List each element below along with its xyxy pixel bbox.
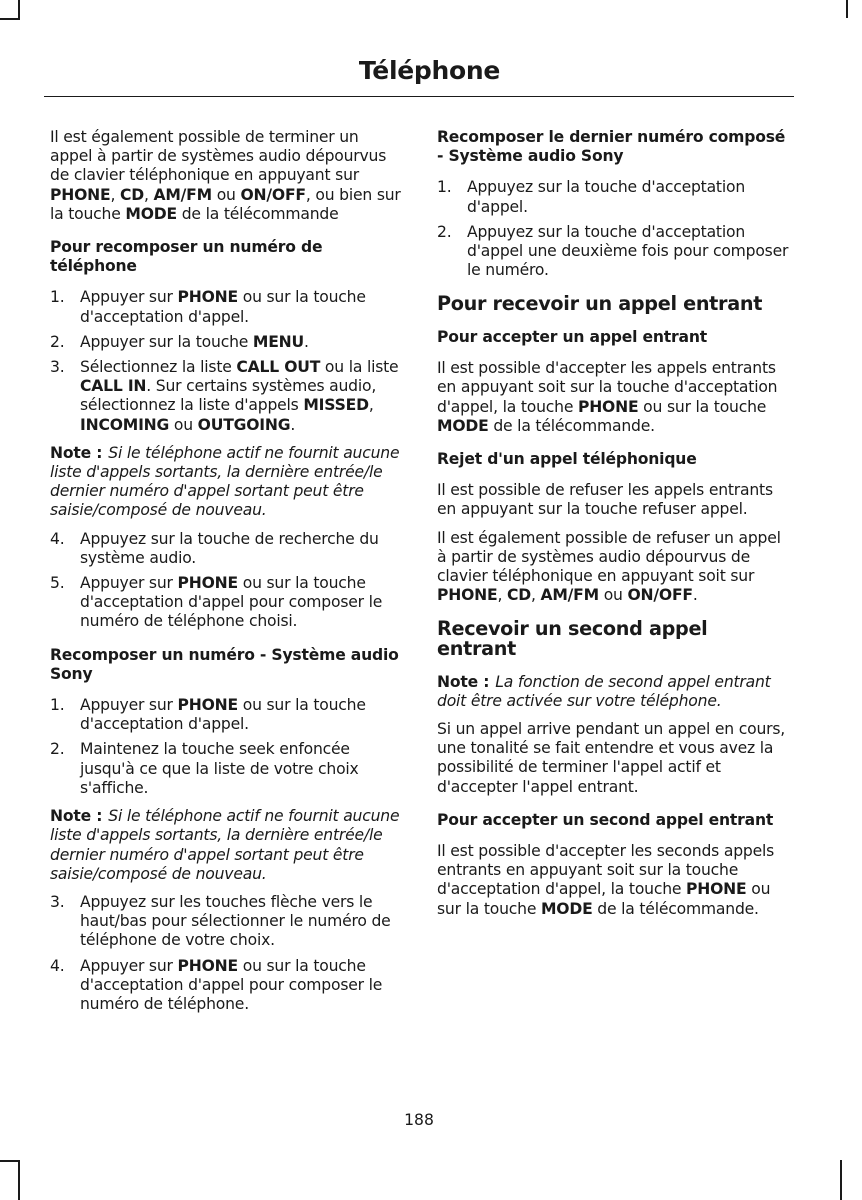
text-run: ,	[530, 586, 541, 605]
text-run: Il est possible de refuser les appels entrants en appuyant sur la touche refuser appel.	[437, 481, 773, 519]
step-number: 3.	[50, 892, 65, 911]
text-run: Appuyer sur	[80, 288, 178, 307]
list-item	[50, 696, 402, 734]
key-label: ON/OFF	[627, 586, 693, 605]
list-item	[50, 893, 402, 951]
step-number: 2.	[437, 222, 452, 241]
text-run: ou sur la touche	[437, 880, 771, 918]
note-text: La fonction de second appel entrant doit être activée sur votre téléphone.	[437, 672, 771, 710]
sony-steps-continued	[50, 893, 402, 1014]
step-number: 2.	[50, 740, 65, 759]
key-label: PHONE	[177, 696, 238, 715]
text-run: Appuyez sur la touche de recherche du système audio.	[80, 529, 379, 567]
key-label: MODE	[125, 204, 177, 223]
text-run: Si un appel arrive pendant un appel en cours, une tonalité se fait entendre et vous avez la possibilité de terminer l'appel actif et d'accepter l'appel entrant.	[437, 720, 786, 796]
key-label: AM/FM	[540, 586, 599, 605]
heading-receive-call: Pour recevoir un appel entrant	[437, 292, 763, 316]
redial-steps	[50, 288, 402, 434]
text-run: Appuyez sur la touche d'acceptation d'appel.	[467, 178, 745, 216]
text-run: ,	[368, 396, 374, 415]
text-run: de la télécommande.	[488, 416, 655, 435]
list-item	[50, 333, 402, 352]
list-item	[50, 288, 402, 326]
text-run: . Sur certains systèmes audio, sélectionnez la liste d'appels	[80, 377, 377, 415]
text-run: , ou bien sur la touche	[50, 185, 401, 223]
text-run: Il est possible d'accepter les seconds appels entrants en appuyant soit sur la touche d'acceptation d'appel, la touche	[437, 842, 775, 899]
note-3	[437, 673, 789, 711]
step-number: 2.	[50, 332, 65, 351]
page-title: Téléphone	[358, 56, 500, 85]
heading-accept-call: Pour accepter un appel entrant	[437, 328, 707, 347]
text-run: Sélectionnez la liste	[80, 358, 237, 377]
last-number-steps	[437, 178, 789, 280]
key-label: PHONE	[577, 397, 639, 416]
crop-mark-top-left	[18, 0, 20, 18]
heading-redial: Pour recomposer un numéro de téléphone	[50, 238, 323, 276]
text-run: Il est également possible de terminer un appel à partir de systèmes audio dépourvus de clavier téléphonique en appuyant sur	[50, 128, 387, 185]
list-item	[50, 358, 402, 435]
text-run: ,	[110, 185, 120, 204]
text-run: Appuyez sur les touches flèche vers le haut/bas pour sélectionner le numéro de téléphone de votre choix.	[80, 892, 391, 950]
step-number: 5.	[50, 574, 65, 593]
key-label: MODE	[540, 899, 593, 918]
text-run: Il est également possible de refuser un appel à partir de systèmes audio dépourvus de clavier téléphonique en appuyant soit sur	[437, 528, 781, 586]
text-run: .	[692, 586, 698, 605]
text-run: ,	[143, 185, 154, 204]
text-run: .	[290, 415, 296, 434]
key-label: AM/FM	[153, 185, 212, 204]
step-number: 1.	[437, 178, 452, 197]
heading-accept-second-call: Pour accepter un second appel entrant	[437, 810, 774, 829]
reject-paragraph-2	[437, 529, 789, 606]
text-run: Maintenez la touche seek enfoncée jusqu'à ce que la liste de votre choix s'affiche.	[80, 740, 359, 797]
note-text: Si le téléphone actif ne fournit aucune liste d'appels sortants, la dernière entrée/le dernier numéro d'appel sortant peut être saisie/composé de nouveau.	[50, 807, 400, 883]
key-label: INCOMING	[80, 415, 170, 434]
heading-sony-redial: Recomposer un numéro - Système audio Sony	[50, 645, 399, 683]
heading-reject-call: Rejet d'un appel téléphonique	[437, 450, 697, 469]
text-run: .	[304, 332, 309, 351]
list-item	[50, 530, 402, 568]
note-text: Si le téléphone actif ne fournit aucune liste d'appels sortants, la dernière entrée/le dernier numéro d'appel sortant peut être saisie/composé de nouveau.	[50, 443, 400, 520]
text-run: Appuyer sur	[80, 574, 178, 593]
text-run: ou	[211, 185, 241, 204]
step-number: 1.	[50, 288, 65, 307]
key-label: CD	[506, 586, 531, 605]
key-label: CALL OUT	[236, 358, 321, 377]
text-run: de la télécommande.	[592, 899, 759, 918]
list-item	[437, 178, 789, 216]
text-run: Appuyer sur	[80, 956, 178, 975]
accept-paragraph	[437, 359, 789, 436]
step-number: 3.	[50, 358, 65, 377]
text-run: de la télécommande	[176, 204, 339, 223]
list-item	[50, 740, 402, 798]
reject-paragraph-1	[437, 481, 789, 519]
step-number: 4.	[50, 956, 65, 975]
heading-second-call: Recevoir un second appel entrant	[437, 617, 708, 661]
key-label: MODE	[437, 416, 489, 435]
sony-steps	[50, 696, 402, 798]
text-run: ou	[598, 586, 628, 605]
text-run: Il est possible d'accepter les appels entrants en appuyant soit sur la touche d'acceptation d'appel, la touche	[437, 359, 778, 416]
crop-mark-top-right	[846, 0, 848, 18]
text-run: ou sur la touche	[638, 397, 767, 416]
key-label: OUTGOING	[197, 415, 291, 434]
key-label: PHONE	[177, 288, 238, 307]
note-label: Note :	[50, 443, 103, 462]
note-label: Note :	[437, 672, 490, 691]
header-rule	[44, 96, 794, 97]
text-run: ,	[497, 586, 507, 605]
text-run: ou la liste	[320, 358, 399, 377]
page-number: 188	[404, 1111, 434, 1129]
text-run: ou sur la touche d'acceptation d'appel pour composer le numéro de téléphone choisi.	[80, 574, 383, 631]
second-call-paragraph	[437, 720, 789, 797]
crop-mark-bottom-right	[840, 1160, 842, 1200]
note-2	[50, 807, 402, 884]
accept-second-paragraph	[437, 842, 789, 919]
right-column	[437, 128, 789, 928]
key-label: PHONE	[177, 574, 238, 593]
key-label: PHONE	[686, 880, 747, 899]
list-item	[50, 957, 402, 1015]
crop-mark-bottom-left-h	[0, 1160, 20, 1162]
redial-steps-continued	[50, 530, 402, 632]
note-1	[50, 444, 402, 521]
key-label: CALL IN	[80, 377, 147, 396]
step-number: 1.	[50, 696, 65, 715]
key-label: PHONE	[437, 586, 498, 605]
text-run: ou sur la touche d'acceptation d'appel.	[80, 696, 366, 734]
text-run: ou	[169, 415, 198, 434]
list-item	[437, 223, 789, 281]
crop-mark-bottom-left	[18, 1160, 20, 1200]
crop-mark-top-left-h	[0, 18, 20, 20]
left-column	[50, 128, 402, 1023]
key-label: PHONE	[50, 185, 111, 204]
text-run: Appuyer sur la touche	[80, 332, 253, 351]
note-label: Note :	[50, 807, 103, 826]
key-label: PHONE	[177, 956, 238, 975]
text-run: Appuyez sur la touche d'acceptation d'appel une deuxième fois pour composer le numéro.	[467, 222, 789, 280]
text-run: Appuyer sur	[80, 696, 178, 715]
list-item	[50, 574, 402, 632]
key-label: ON/OFF	[240, 185, 306, 204]
key-label: MENU	[252, 332, 304, 351]
key-label: CD	[119, 185, 144, 204]
text-run: ou sur la touche d'acceptation d'appel.	[80, 288, 366, 326]
key-label: MISSED	[303, 396, 369, 415]
text-run: ou sur la touche d'acceptation d'appel pour composer le numéro de téléphone.	[80, 956, 383, 1013]
intro-paragraph	[50, 128, 402, 224]
step-number: 4.	[50, 529, 65, 548]
heading-last-number: Recomposer le dernier numéro composé - Système audio Sony	[437, 128, 786, 166]
